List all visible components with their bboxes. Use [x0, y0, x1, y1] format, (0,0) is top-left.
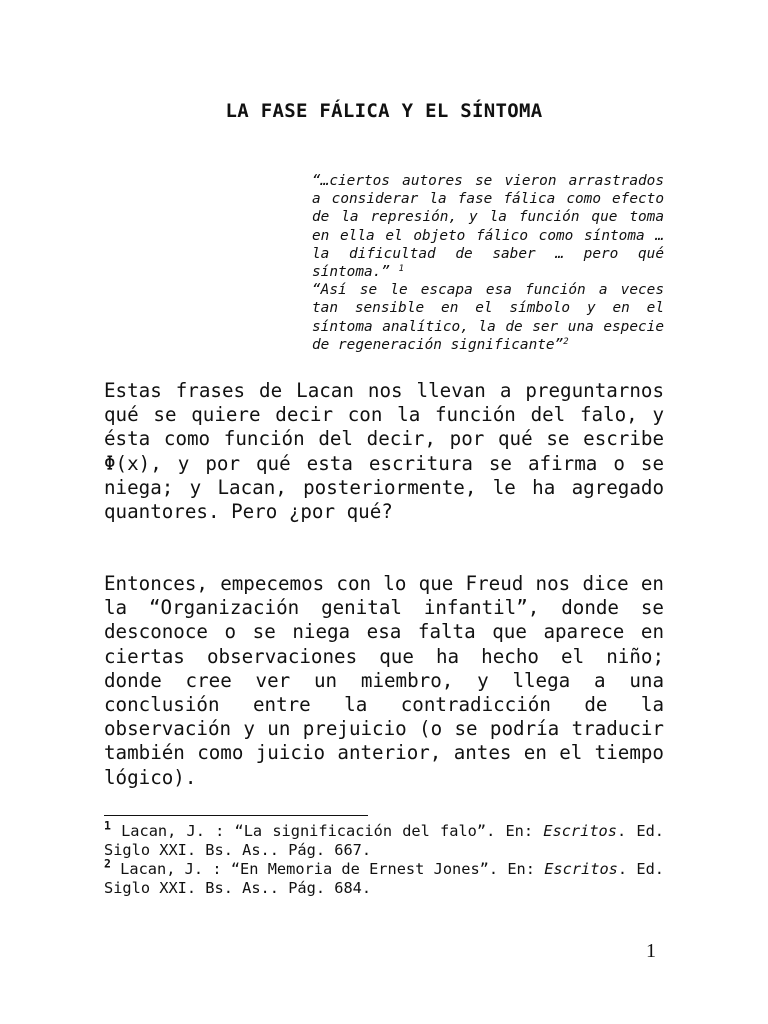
- body-paragraph-1: [104, 379, 664, 524]
- footnote-work-title: Escritos: [544, 860, 618, 878]
- footnote-marker: 2: [104, 856, 111, 871]
- epigraph-quote-2: [312, 281, 664, 354]
- document-title: LA FASE FÁLICA Y EL SÍNTOMA: [225, 100, 543, 122]
- footnote-text: . Ed. Siglo XXI. Bs. As.. Pág. 684.: [104, 860, 664, 897]
- footnote-text: . Ed. Siglo XXI. Bs. As.. Pág. 667.: [104, 822, 664, 859]
- footnote-separator: [104, 815, 368, 816]
- footnotes: [104, 818, 664, 898]
- footnote-text: Lacan, J. : “La significación del falo”. En:: [121, 822, 544, 840]
- page-number: 1: [646, 940, 656, 962]
- footnote-text: Lacan, J. : “En Memoria de Ernest Jones”. En:: [120, 860, 545, 878]
- footnote-2: [104, 856, 664, 898]
- quote-2-text: “Así se le escapa esa función a veces tan sensible en el símbolo y en el síntoma analítico, la de ser una especie de regeneración significante”: [312, 282, 664, 353]
- epigraph: [312, 172, 664, 354]
- paragraph-text: Estas frases de Lacan nos llevan a preguntarnos qué se quiere decir con la función del falo, y ésta como función del decir, por qué se escribe Φ(x), y por qué esta escritura se afirma o se niega; y Lacan, posteriormente, le ha agregado quantores. Pero ¿por qué?: [104, 379, 664, 524]
- paragraph-text: Entonces, empecemos con lo que Freud nos dice en la “Organización genital infantil”, donde se desconoce o se niega esa falta que aparece en ciertas observaciones que ha hecho el niño; donde cree ver un miembro, y llega a una conclusión entre la contradicción de la observación y un prejuicio (o se podría traducir también como juicio anterior, antes en el tiempo lógico).: [104, 572, 664, 789]
- quote-1-text: “…ciertos autores se vieron arrastrados a considerar la fase fálica como efecto de la represión, y la función que toma en ella el objeto fálico como síntoma … la dificultad de saber … pero qué síntoma.”: [312, 173, 664, 281]
- footnote-ref-2: 2: [563, 336, 569, 347]
- footnote-work-title: Escritos: [543, 822, 617, 840]
- footnote-1: [104, 818, 664, 860]
- body-paragraph-2: [104, 572, 664, 790]
- footnote-ref-1: 1: [398, 264, 405, 275]
- footnote-marker: 1: [104, 818, 111, 833]
- epigraph-quote-1: [312, 172, 664, 281]
